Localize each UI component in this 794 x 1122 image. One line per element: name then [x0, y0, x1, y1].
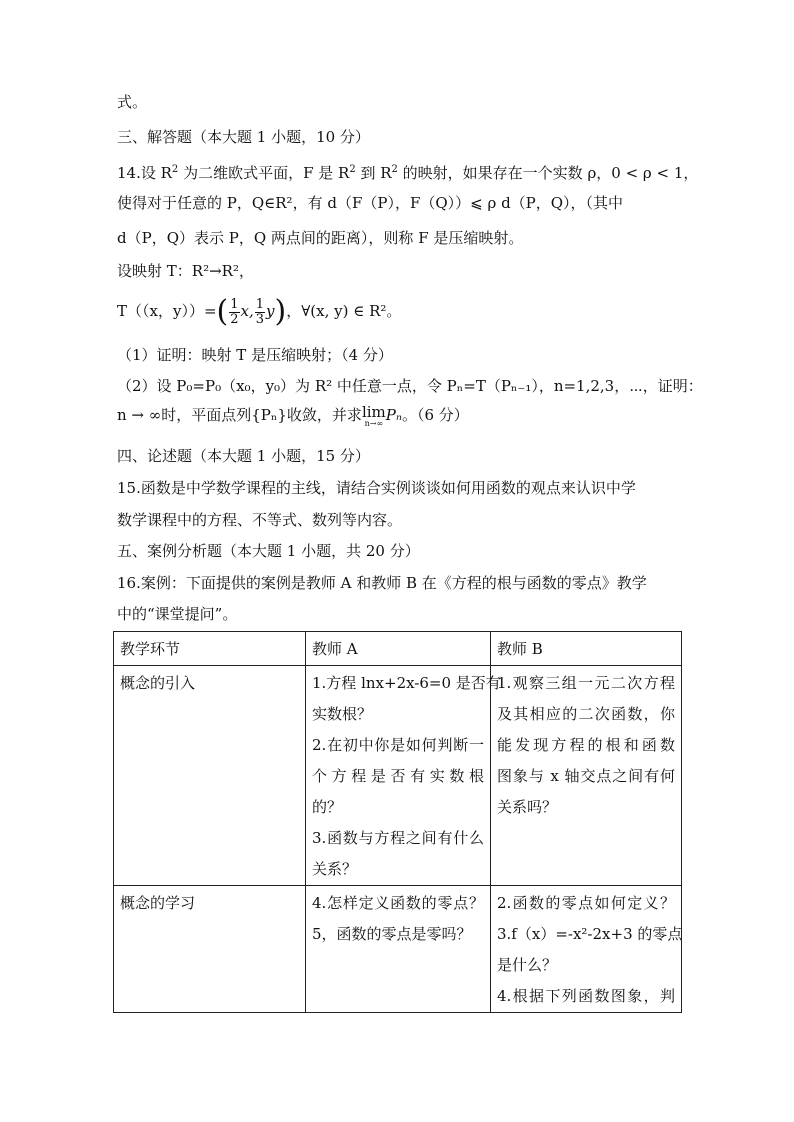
section-heading-4: 四、论述题（本大题 1 小题，15 分） — [117, 447, 370, 465]
cell-line: 1.观察三组一元二次方程 — [497, 674, 675, 692]
stage-cell: 概念的引入 — [114, 666, 306, 886]
cell-line: 是什么？ — [497, 956, 558, 974]
stage-cell: 概念的学习 — [114, 886, 306, 1013]
right-paren: ) — [274, 294, 287, 329]
problem-14-line-2: 使得对于任意的 P，Q∈R²，有 d（F（P），F（Q））⩽ ρ d（P，Q），（其中 — [117, 194, 624, 212]
superscript: 2 — [349, 164, 356, 175]
table-row — [114, 886, 682, 1013]
header-teacher-b: 教师 B — [491, 632, 682, 666]
cell-line: 关系？ — [312, 860, 358, 878]
cell-line: 能发现方程的根和函数 — [497, 736, 675, 754]
mapping-formula — [117, 294, 401, 328]
teacher-a-cell — [306, 886, 491, 1013]
cell-line: 2.函数的零点如何定义？ — [497, 894, 675, 912]
fraction-numerator: 1 — [255, 296, 265, 312]
header-stage: 教学环节 — [114, 632, 306, 666]
cell-line: 4.怎样定义函数的零点？ — [312, 894, 484, 912]
cell-line: 1.方程 lnx+2x-6=0 是否有 — [312, 674, 501, 692]
superscript: 2 — [391, 164, 398, 175]
teacher-a-cell — [306, 666, 501, 886]
cell-line: 个方程是否有实数根 — [312, 767, 484, 785]
question-2-line-2 — [117, 405, 469, 428]
question-2-line-1: （2）设 P₀=P₀（x₀，y₀）为 R² 中任意一点，令 Pₙ=T（Pₙ₋₁），n=1,2,3，⋯，证明： — [117, 377, 703, 395]
cell-line: 实数根？ — [312, 705, 373, 723]
cell-line: 4.根据下列函数图象，判 — [497, 987, 675, 1005]
fraction-denominator: 2 — [230, 311, 239, 327]
text-span: n → ∞时，平面点列{Pₙ}收敛，并求 — [117, 406, 362, 424]
fraction-half — [229, 298, 239, 327]
superscript: 2 — [171, 164, 179, 175]
teacher-b-cell — [491, 886, 682, 1013]
cell-line: 的？ — [312, 798, 343, 816]
teacher-b-cell — [491, 666, 682, 886]
cell-line: 关系吗？ — [497, 798, 558, 816]
table-row — [114, 666, 682, 886]
section-heading-3: 三、解答题（本大题 1 小题，10 分） — [117, 128, 370, 146]
cell-line: 图象与 x 轴交点之间有何 — [497, 767, 675, 785]
cell-line: 5，函数的零点是零吗？ — [312, 925, 472, 943]
limit-target: Pₙ — [385, 406, 402, 424]
formula-suffix: ，∀(x, y) ∈ R²。 — [286, 302, 402, 320]
problem-14-line-3: d（P，Q）表示 P，Q 两点间的距离），则称 F 是压缩映射。 — [117, 229, 524, 247]
problem-14-line-1 — [117, 160, 698, 183]
fraction-denominator: 3 — [255, 311, 265, 327]
problem-15-line-2: 数学课程中的方程、不等式、数列等内容。 — [117, 511, 403, 529]
text-span: 为二维欧式平面，F 是 R — [178, 164, 350, 182]
header-teacher-a: 教师 A — [306, 632, 491, 666]
left-paren: ( — [216, 294, 229, 329]
fraction-third — [255, 298, 265, 327]
variable-x: x, — [240, 302, 254, 320]
question-1: （1）证明：映射 T 是压缩映射；（4 分） — [117, 346, 393, 364]
formula-prefix: T（（x，y））= — [117, 302, 217, 320]
cell-line: 及其相应的二次函数，你 — [497, 705, 675, 723]
limit-subscript: n→∞ — [364, 419, 384, 428]
problem-15-line-1: 15.函数是中学数学课程的主线，请结合实例谈谈如何用函数的观点来认识中学 — [117, 479, 636, 497]
text-span: 的映射，如果存在一个实数 ρ，0 < ρ < 1， — [397, 164, 699, 182]
fraction-numerator: 1 — [230, 296, 239, 312]
variable-y: y — [266, 302, 275, 320]
case-table — [113, 631, 682, 1013]
cell-line: 3.函数与方程之间有什么 — [312, 829, 484, 847]
section-heading-5: 五、案例分析题（本大题 1 小题，共 20 分） — [117, 542, 420, 560]
text-span: 。（6 分） — [401, 406, 469, 424]
cell-line: 3.f（x）=-x²-2x+3 的零点 — [497, 925, 683, 943]
mapping-definition: 设映射 T：R²→R²， — [117, 262, 254, 280]
problem-16-line-2: 中的“课堂提问”。 — [117, 605, 238, 623]
limit-operator: lim — [361, 403, 386, 421]
text-span: 到 R — [355, 164, 392, 182]
cell-line: 2.在初中你是如何判断一 — [312, 736, 484, 754]
problem-16-line-1: 16.案例：下面提供的案例是教师 A 和教师 B 在《方程的根与函数的零点》教学 — [117, 574, 647, 592]
text-line-1: 式。 — [117, 93, 148, 111]
text-span: 14.设 R — [117, 164, 172, 182]
limit-expression — [362, 405, 386, 428]
table-header-row — [114, 632, 682, 666]
